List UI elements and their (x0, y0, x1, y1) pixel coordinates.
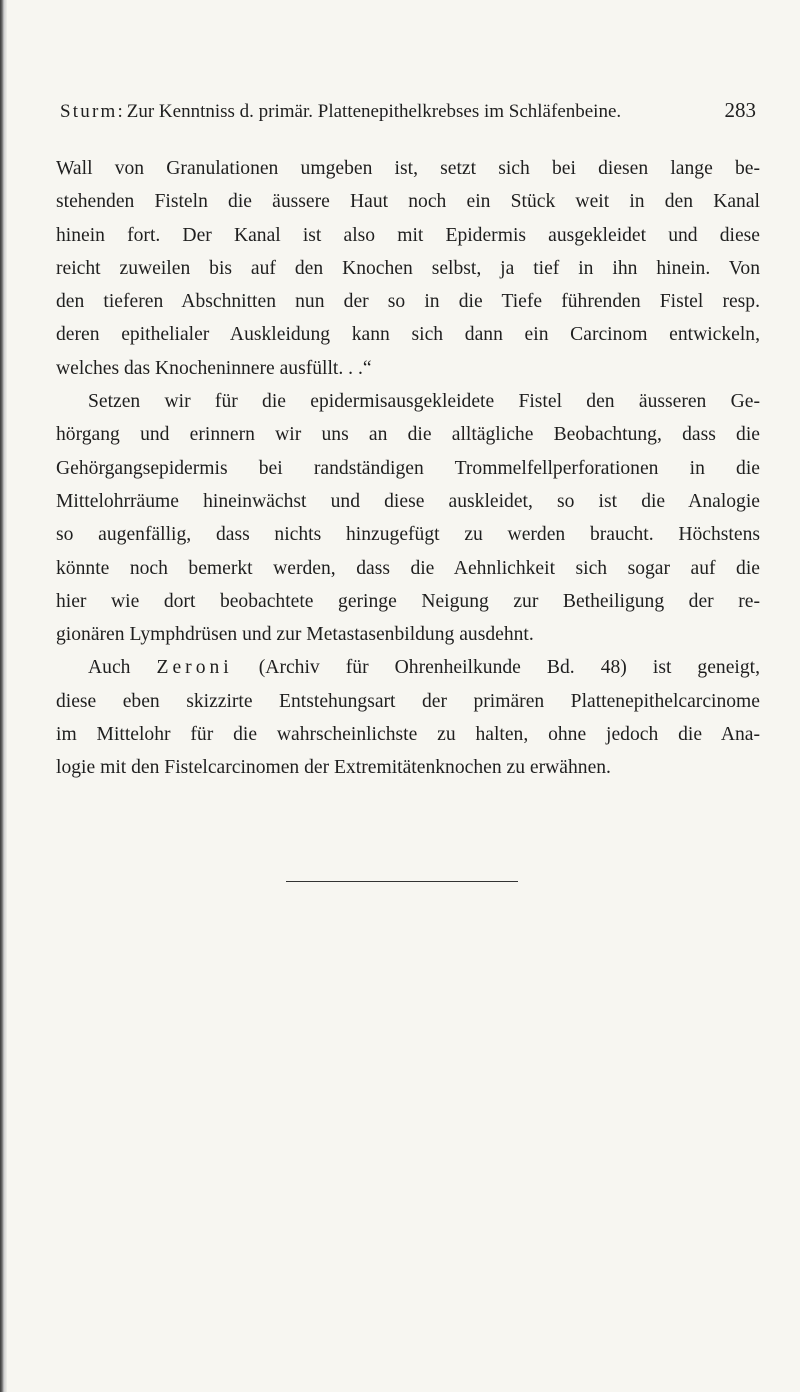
running-head (60, 98, 756, 128)
body-text (56, 152, 760, 785)
text-line: logie mit den Fistelcarcinomen der Extremitätenknochen zu erwähnen. (56, 757, 611, 779)
text-fragment: (Archiv für Ohrenheilkunde Bd. 48) ist geneigt, (258, 657, 760, 679)
text-line: welches das Knocheninnere ausfüllt. . .“ (56, 357, 372, 379)
running-head-left (60, 101, 621, 123)
text-line: hörgang und erinnern wir uns an die alltägliche Beobachtung, dass die (56, 424, 760, 446)
text-line: gionären Lymphdrüsen und zur Metastasenbildung ausdehnt. (56, 624, 534, 646)
author-name-spaced: Zeroni (156, 657, 233, 679)
text-line: Mittelohrräume hineinwächst und diese auskleidet, so ist die Analogie (56, 490, 760, 512)
text-line: könnte noch bemerkt werden, dass die Aehnlichkeit sich sogar auf die (56, 557, 760, 579)
section-end-rule (286, 881, 518, 882)
page-binding-edge (0, 0, 7, 1392)
text-line: Gehörgangsepidermis bei randständigen Trommelfellperforationen in die (56, 457, 760, 479)
text-line: deren epithelialer Auskleidung kann sich dann ein Carcinom entwickeln, (56, 324, 760, 346)
running-head-author: Sturm (60, 101, 118, 122)
text-line: Wall von Granulationen umgeben ist, setzt sich bei diesen lange be- (56, 158, 760, 179)
text-line: hier wie dort beobachtete geringe Neigung zur Betheiligung der re- (56, 590, 760, 612)
paragraph-2 (56, 385, 760, 651)
text-fragment: Auch (88, 657, 131, 679)
page-number: 283 (724, 98, 756, 122)
text-line: so augenfällig, dass nichts hinzugefügt zu werden braucht. Höchstens (56, 524, 760, 546)
text-line: im Mittelohr für die wahrscheinlichste zu halten, ohne jedoch die Ana- (56, 724, 760, 746)
text-line: hinein fort. Der Kanal ist also mit Epidermis ausgekleidet und diese (56, 224, 760, 246)
text-line: reicht zuweilen bis auf den Knochen selbst, ja tief in ihn hinein. Von (56, 257, 760, 279)
running-head-separator: : (117, 101, 123, 122)
paragraph-1 (56, 152, 760, 385)
running-head-title: Zur Kenntniss d. primär. Plattenepithelkrebses im Schläfenbeine. (126, 101, 622, 122)
paragraph-3 (56, 651, 760, 784)
text-line: stehenden Fisteln die äussere Haut noch ein Stück weit in den Kanal (56, 191, 760, 213)
text-line: diese eben skizzirte Entstehungsart der primären Plattenepithelcarcinome (56, 690, 760, 712)
text-line: den tieferen Abschnitten nun der so in die Tiefe führenden Fistel resp. (56, 291, 760, 313)
text-line: Setzen wir für die epidermisausgekleidete Fistel den äusseren Ge- (88, 391, 760, 413)
text-line (56, 651, 760, 684)
